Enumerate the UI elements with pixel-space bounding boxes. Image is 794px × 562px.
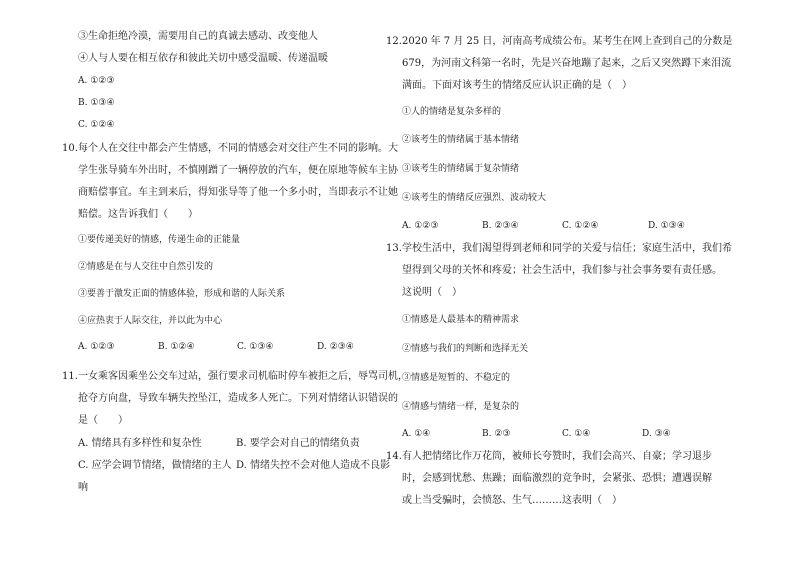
q12-item-2: ②该考生的情绪属于基本情绪 <box>402 135 520 145</box>
q11-choice-d[interactable]: D. 情绪失控不会对他人造成不良影 <box>236 460 391 471</box>
q10-choice-b[interactable]: B. ①②④ <box>158 342 195 352</box>
q9-item-4: ④人与人要在相互依存和彼此关切中感受温暖、传递温暖 <box>78 53 328 64</box>
q9-choice-a[interactable]: A. ①②③ <box>78 76 115 86</box>
q14-stem-line: 14. 有人把情绪比作万花筒，被师长夸赞时，我们会高兴、自豪；学习退步 <box>386 451 712 462</box>
q13-choice-d[interactable]: D. ③④ <box>642 429 671 439</box>
q13-item-3: ③情感是短暂的、不稳定的 <box>402 373 511 383</box>
q10-stem-line: 赔偿。这告诉我们（ ） <box>78 209 198 220</box>
q13-number: 13. <box>386 243 402 254</box>
q12-choice-c[interactable]: C. ①②④ <box>562 221 599 231</box>
q9-choice-c[interactable]: C. ①②④ <box>78 120 115 130</box>
q12-stem-line: 满面。下面对该考生的情绪反应认识正确的是（ ） <box>402 80 632 91</box>
q10-item-1: ①要传递美好的情感，传递生命的正能量 <box>78 235 241 245</box>
q11-stem-line: 11. 一女乘客因乘坐公交车过站，强行要求司机临时停车被拒之后，辱骂司机， <box>62 371 408 382</box>
q11-choice-c[interactable]: C. 应学会调节情绪，做情绪的主人 <box>78 460 232 471</box>
q9-choice-b[interactable]: B. ①③④ <box>78 98 115 108</box>
q13-stem-line: 这说明（ ） <box>402 287 462 298</box>
q10-choice-c[interactable]: C. ①③④ <box>237 342 274 352</box>
q10-number: 10. <box>62 143 78 154</box>
q13-item-4: ④情感与情绪一样，是复杂的 <box>402 402 520 412</box>
q13-stem-line: 望得到父母的关怀和疼爱；社会生活中，我们参与社会事务要有责任感。 <box>402 265 722 276</box>
q14-number: 14. <box>386 451 402 462</box>
q12-choice-a[interactable]: A. ①②③ <box>402 221 439 231</box>
q12-item-3: ③该考生的情绪属于复杂情绪 <box>402 164 520 174</box>
q12-stem-line: 679，为河南文科第一名时，先是兴奋地蹦了起来，之后又突然蹲下来泪流 <box>402 58 732 69</box>
q12-choice-b[interactable]: B. ②③④ <box>482 221 519 231</box>
q10-choice-a[interactable]: A. ①②③ <box>78 342 115 352</box>
q13-stem-line: 13. 学校生活中，我们渴望得到老师和同学的关爱与信任；家庭生活中，我们希 <box>386 243 732 254</box>
q11-stem-line: 是（ ） <box>78 415 128 426</box>
q12-item-1: ①人的情绪是复杂多样的 <box>402 107 502 117</box>
q12-choice-d[interactable]: D. ①③④ <box>648 221 685 231</box>
q12-item-4: ④该考生的情绪反应强烈、波动较大 <box>402 193 547 203</box>
q13-choices <box>402 428 702 441</box>
q11-choice-b[interactable]: B. 要学会对自己的情绪负责 <box>236 438 360 449</box>
q11-choice-a[interactable]: A. 情绪具有多样性和复杂性 <box>78 438 202 449</box>
q10-choice-d[interactable]: D. ②③④ <box>317 342 354 352</box>
q10-item-4: ④应热衷于人际交往，并以此为中心 <box>78 316 223 326</box>
q13-choice-c[interactable]: C. ①④ <box>562 429 591 439</box>
q10-stem-line: 10. 每个人在交往中都会产生情感，不同的情感会对交往产生不同的影响。大 <box>62 143 398 154</box>
q12-stem-line: 12. 2020 年 7 月 25 日，河南高考成绩公布。某考生在网上查到自己的分数是 <box>386 36 733 47</box>
q9-item-3: ③生命拒绝冷漠，需要用自己的真诚去感动、改变他人 <box>78 31 318 42</box>
q13-item-2: ②情感与我们的判断和选择无关 <box>402 344 529 354</box>
q11-number: 11. <box>62 371 78 382</box>
q12-number: 12. <box>386 36 402 47</box>
q11-choice-d-tail: 响 <box>78 482 88 493</box>
q13-choice-b[interactable]: B. ②③ <box>482 429 511 439</box>
q10-item-2: ②情感是在与人交往中自然引发的 <box>78 262 214 272</box>
q10-item-3: ③要善于激发正面的情感体验，形成和谐的人际关系 <box>78 289 286 299</box>
q14-stem-line: 或上当受骗时，会愤怒、生气………这表明（ ） <box>402 495 622 506</box>
q12-choices <box>402 220 708 233</box>
q14-stem-line: 时，会感到忧愁、焦躁；面临激烈的竞争时，会紧张、恐惧；遭遇误解 <box>402 473 712 484</box>
q11-stem-line: 抢夺方向盘，导致车辆失控坠江，造成多人死亡。下列对情绪认识错误的 <box>78 393 398 404</box>
q10-stem-line: 学生张导骑车外出时，不慎刚蹭了一辆停放的汽车，便在原地等候车主协 <box>78 165 398 176</box>
q10-choices <box>78 341 387 354</box>
q13-choice-a[interactable]: A. ①④ <box>402 429 431 439</box>
q13-item-1: ①情感是人最基本的精神需求 <box>402 315 520 325</box>
q10-stem-line: 商赔偿事宜。车主到来后，得知张导等了他一个多小时，当即表示不让她 <box>78 187 398 198</box>
